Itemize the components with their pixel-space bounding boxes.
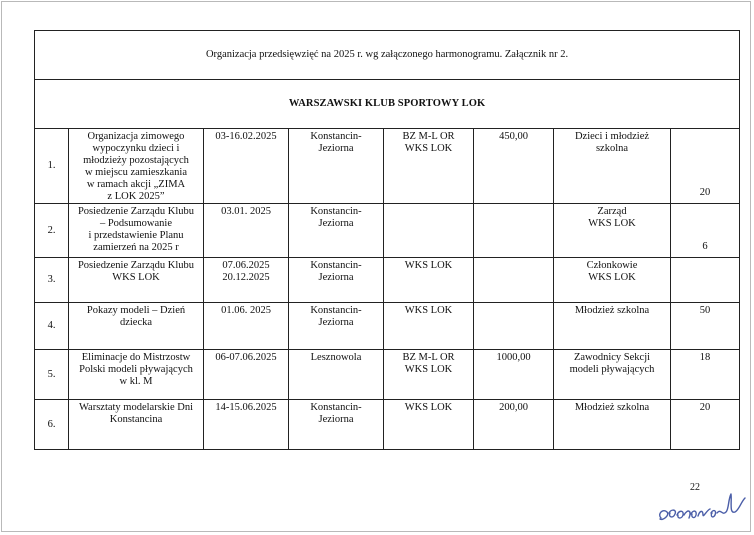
row-number: 6.: [35, 400, 69, 450]
event-participants: Zarząd WKS LOK: [554, 204, 671, 258]
event-organizer: WKS LOK: [384, 303, 474, 350]
event-organizer: WKS LOK: [384, 400, 474, 450]
event-date: 14-15.06.2025: [204, 400, 289, 450]
row-number: 5.: [35, 350, 69, 400]
event-participants: Młodzież szkolna: [554, 303, 671, 350]
page-number: 22: [690, 482, 700, 493]
schedule-table: [34, 30, 740, 450]
participant-count: [671, 258, 740, 303]
event-date: 03-16.02.2025: [204, 129, 289, 204]
event-date: 01.06. 2025: [204, 303, 289, 350]
event-participants: Dzieci i młodzież szkolna: [554, 129, 671, 204]
table-row: [35, 204, 740, 258]
row-number: 3.: [35, 258, 69, 303]
event-name: Eliminacje do Mistrzostw Polski modeli pływających w kl. M: [69, 350, 204, 400]
participant-count: 20: [671, 400, 740, 450]
table-row: [35, 258, 740, 303]
event-participants: Młodzież szkolna: [554, 400, 671, 450]
event-organizer: [384, 204, 474, 258]
event-date: 07.06.2025 20.12.2025: [204, 258, 289, 303]
event-name: Warsztaty modelarskie Dni Konstancina: [69, 400, 204, 450]
event-date: 06-07.06.2025: [204, 350, 289, 400]
event-place: Konstancin- Jeziorna: [289, 258, 384, 303]
event-organizer: WKS LOK: [384, 258, 474, 303]
event-amount: [474, 204, 554, 258]
club-heading: WARSZAWSKI KLUB SPORTOWY LOK: [35, 80, 740, 129]
document-title: Organizacja przedsięwzięć na 2025 r. wg załączonego harmonogramu. Załącznik nr 2.: [35, 31, 740, 80]
event-place: Konstancin- Jeziorna: [289, 204, 384, 258]
event-place: Konstancin- Jeziorna: [289, 400, 384, 450]
event-participants: Zawodnicy Sekcji modeli pływających: [554, 350, 671, 400]
event-place: Konstancin- Jeziorna: [289, 129, 384, 204]
event-name: Posiedzenie Zarządu Klubu – Podsumowanie i przedstawienie Planu zamierzeń na 2025 r: [69, 204, 204, 258]
participant-count: 18: [671, 350, 740, 400]
event-amount: [474, 258, 554, 303]
event-organizer: BZ M-L OR WKS LOK: [384, 350, 474, 400]
event-amount: 200,00: [474, 400, 554, 450]
event-name: Pokazy modeli – Dzień dziecka: [69, 303, 204, 350]
event-amount: 1000,00: [474, 350, 554, 400]
handwritten-signature: [655, 488, 751, 526]
participant-count: 50: [671, 303, 740, 350]
event-place: Lesznowola: [289, 350, 384, 400]
row-number: 4.: [35, 303, 69, 350]
event-participants: Członkowie WKS LOK: [554, 258, 671, 303]
event-amount: [474, 303, 554, 350]
event-date: 03.01. 2025: [204, 204, 289, 258]
event-amount: 450,00: [474, 129, 554, 204]
row-number: 2.: [35, 204, 69, 258]
row-number: 1.: [35, 129, 69, 204]
table-row: [35, 129, 740, 204]
event-name: Organizacja zimowego wypoczynku dzieci i młodzieży pozostających w miejscu zamieszkania w ramach akcji „ZIMA z LOK 2025”: [69, 129, 204, 204]
table-row: [35, 303, 740, 350]
table-row: [35, 350, 740, 400]
participant-count: 6: [671, 204, 740, 258]
event-organizer: BZ M-L OR WKS LOK: [384, 129, 474, 204]
table-row: [35, 400, 740, 450]
event-name: Posiedzenie Zarządu Klubu WKS LOK: [69, 258, 204, 303]
participant-count: 20: [671, 129, 740, 204]
event-place: Konstancin- Jeziorna: [289, 303, 384, 350]
